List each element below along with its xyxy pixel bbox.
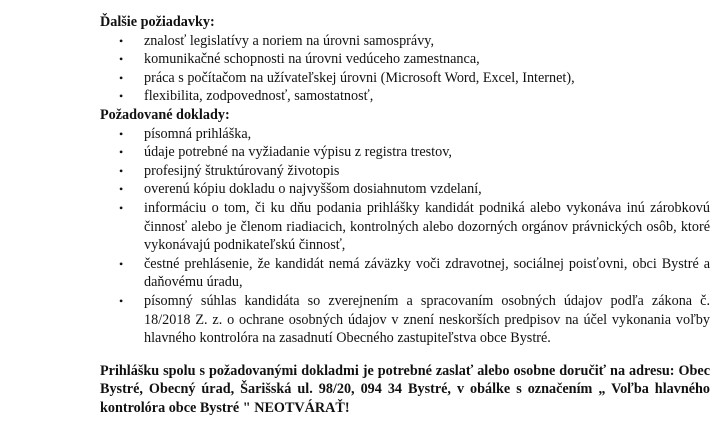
required-documents-list: [100, 125, 710, 348]
submission-instructions: Prihlášku spolu s požadovanými dokladmi je potrebné zaslať alebo osobne doručiť na adresu: Obec Bystré, Obecný úrad, Šarišská ul. 98/20, 094 34 Bystré, v obálke s označením „ Voľba hlavného kontrolóra obce Bystré " NEOTVÁRAŤ!: [100, 362, 710, 416]
list-item: • práca s počítačom na užívateľskej úrovni (Microsoft Word, Excel, Internet),: [100, 69, 710, 88]
section-heading-additional-requirements: Ďalšie požiadavky:: [100, 14, 215, 30]
document-content: [100, 13, 710, 432]
list-item: • písomná prihláška,: [100, 125, 710, 144]
list-item: • overenú kópiu dokladu o najvyššom dosiahnutom vzdelaní,: [100, 180, 710, 199]
list-item: • údaje potrebné na vyžiadanie výpisu z registra trestov,: [100, 143, 710, 162]
section-heading-required-documents: Požadované doklady:: [100, 106, 230, 123]
list-item: • písomný súhlas kandidáta so zverejnením a spracovaním osobných údajov podľa zákona č. 18/2018 Z. z. o ochrane osobných údajov v znení neskorších predpisov na účel vykonania voľby hlavného kontrolóra na zasadnutí Obecného zastupiteľstva obce Bystré.: [100, 292, 710, 348]
list-item: • profesijný štruktúrovaný životopis: [100, 162, 710, 181]
list-item: • komunikačné schopnosti na úrovni vedúceho zamestnanca,: [100, 50, 710, 69]
list-item: • znalosť legislatívy a noriem na úrovni samosprávy,: [100, 32, 710, 51]
list-item: • flexibilita, zodpovednosť, samostatnosť,: [100, 87, 710, 106]
cut-off-text-line: [230, 0, 650, 3]
list-item: • informáciu o tom, či ku dňu podania prihlášky kandidát podniká alebo vykonáva inú zárobkovú činnosť alebo je členom riadiacich, kontrolných alebo dozorných orgánov právnických osôb, ktoré vykonávajú podnikateľskú činnosť,: [100, 199, 710, 255]
list-item: • čestné prehlásenie, že kandidát nemá záväzky voči zdravotnej, sociálnej poisťovni, obci Bystré a daňovému úradu,: [100, 255, 710, 292]
additional-requirements-list: [100, 32, 710, 106]
